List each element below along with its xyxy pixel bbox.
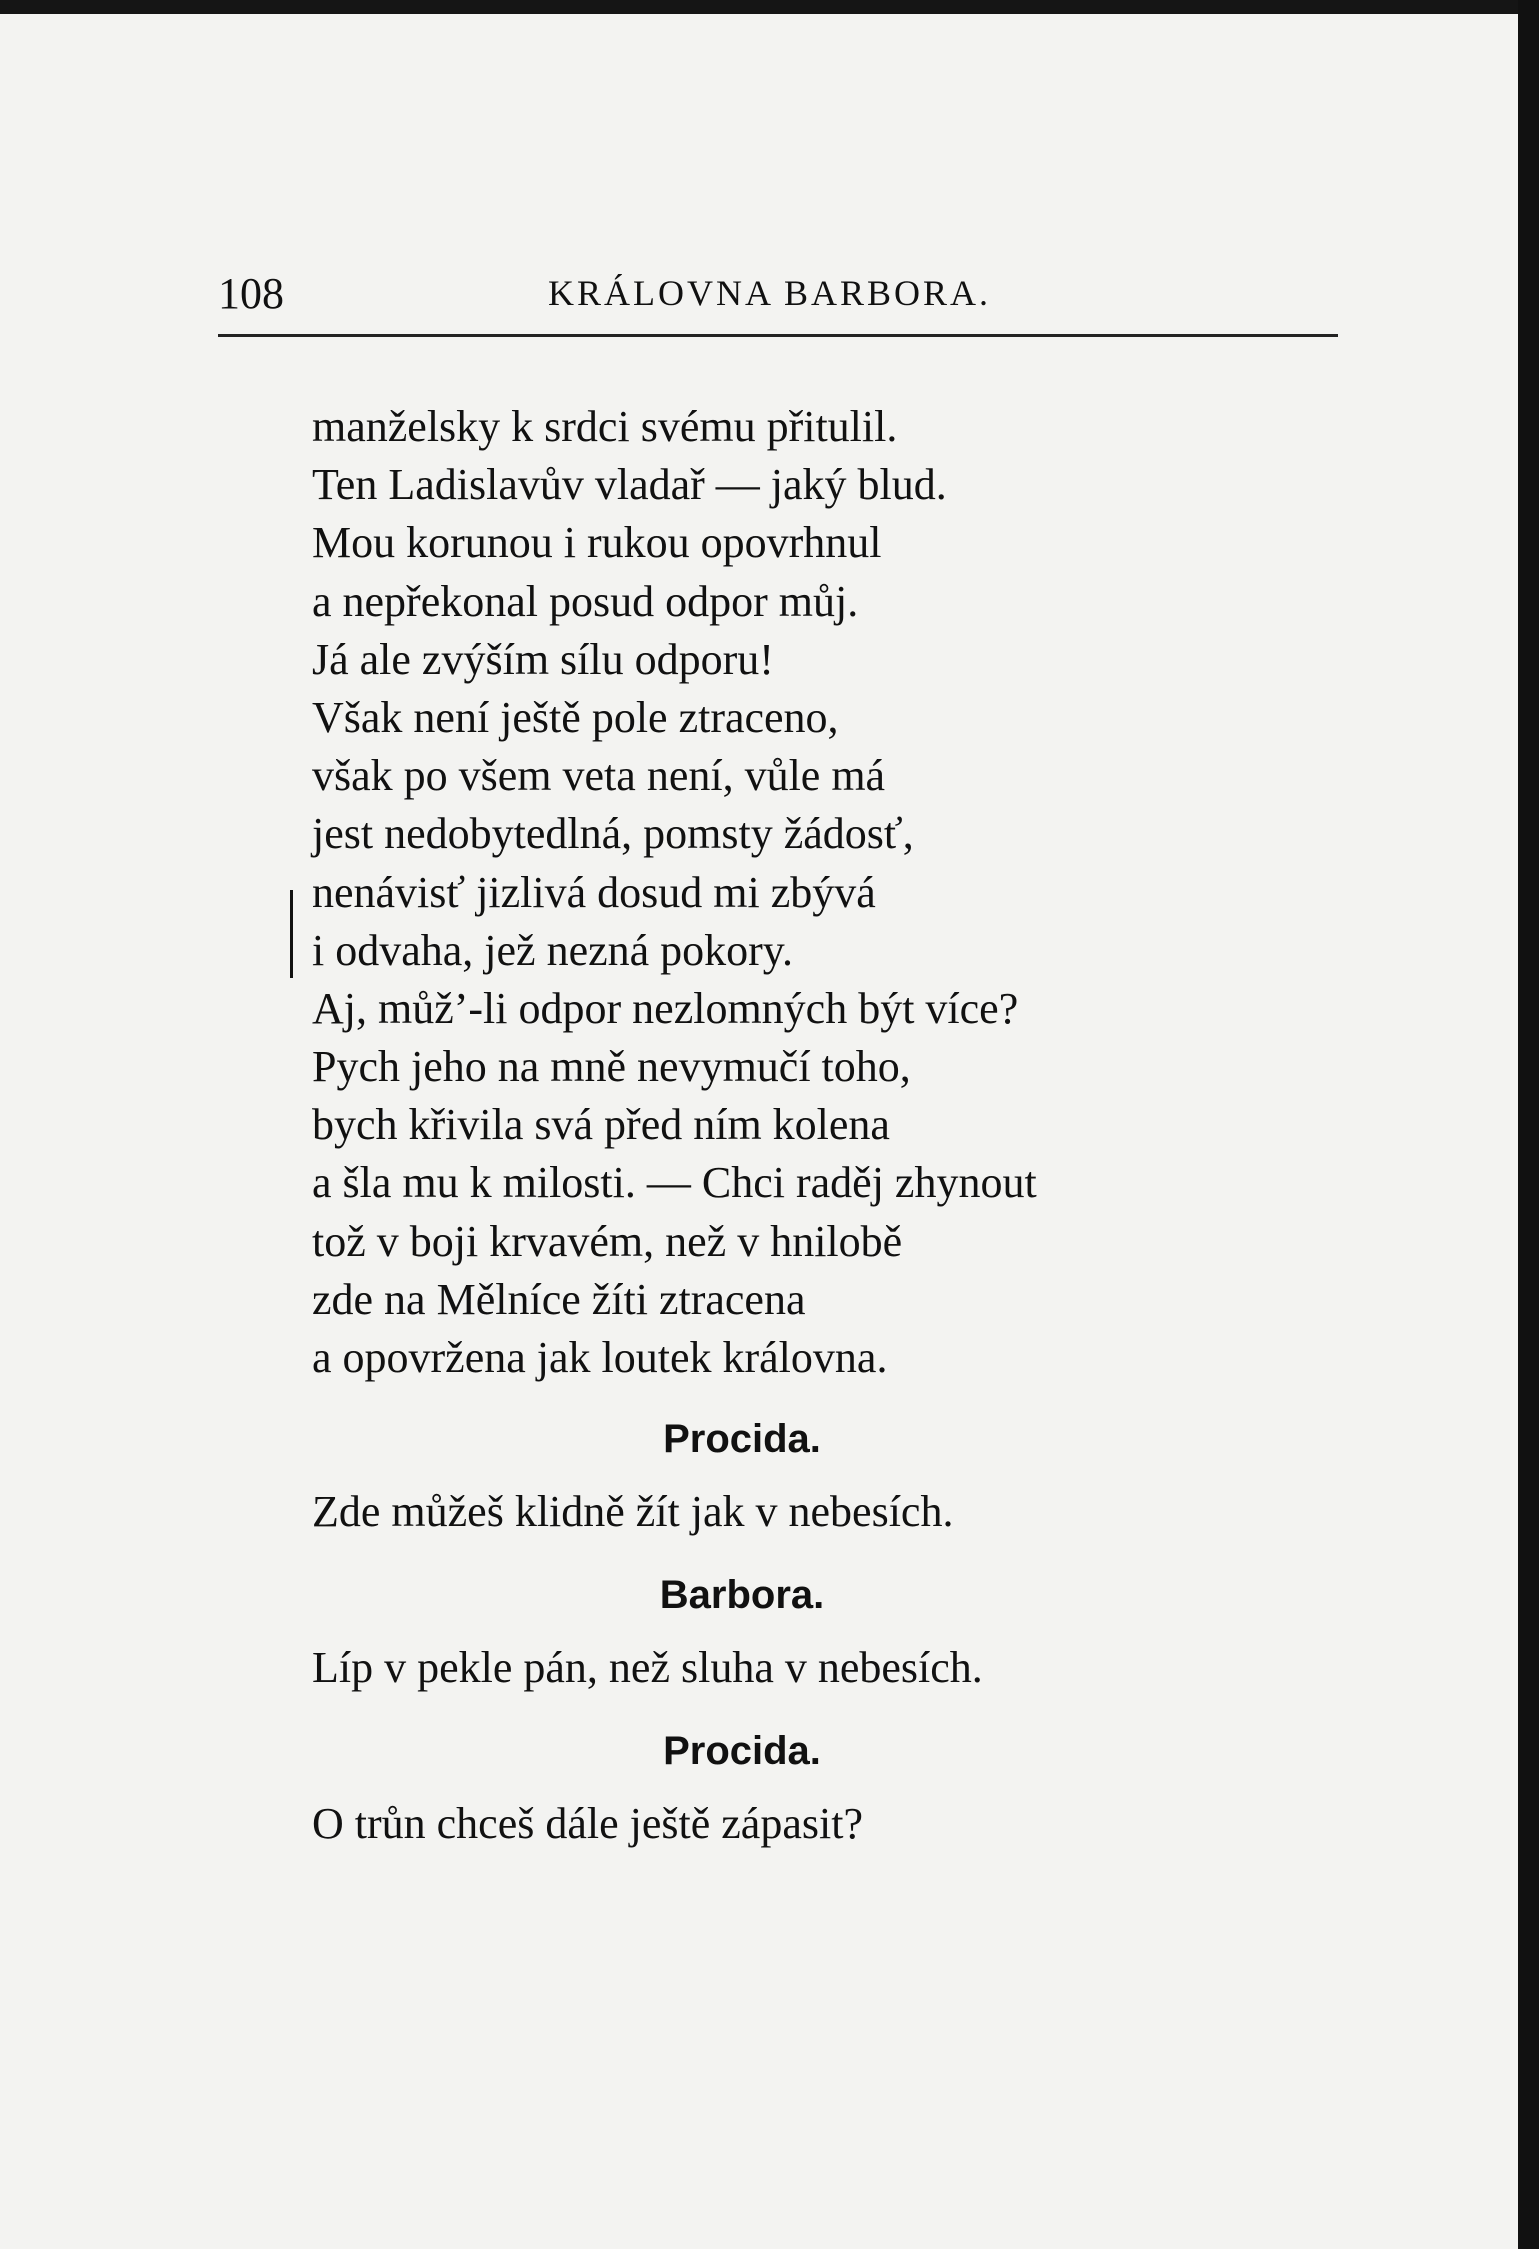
verse-line: jest nedobytedlná, pomsty žádosť, [312,809,914,859]
verse-line: Však není ještě pole ztraceno, [312,692,839,742]
scan-edge [1518,0,1539,2249]
header-rule [218,334,1338,337]
verse-line: Aj, můž’-li odpor nezlomných být více? [312,983,1019,1033]
verse-line: a opovržena jak loutek královna. [312,1333,888,1382]
verse-block [312,398,1312,1387]
speech-line: O trůn chceš dále ještě zápasit? [312,1799,863,1849]
speaker-name: Procida. [663,1417,821,1462]
margin-mark [290,890,293,978]
speaker-name: Barbora. [659,1573,825,1618]
verse-line: a šla mu k milosti. — Chci raděj zhynout [312,1158,1037,1208]
verse-line: Ten Ladislavův vladař — jaký blud. [312,460,947,510]
running-title: KRÁLOVNA BARBORA. [548,273,992,313]
verse-line: Mou korunou i rukou opovrhnul [312,518,882,568]
verse-line: tož v boji krvavém, než v hnilobě [312,1216,903,1266]
verse-line: manželsky k srdci svému přitulil. [312,402,898,451]
verse-line: bych křivila svá před ním kolena [312,1100,890,1150]
verse-line: nenávisť jizlivá dosud mi zbývá [312,867,876,917]
page-number: 108 [218,269,284,318]
verse-line: zde na Mělníce žíti ztracena [312,1274,806,1324]
verse-line: Já ale zvýším sílu odporu! [312,634,774,684]
speech-line: Zde můžeš klidně žít jak v nebesích. [312,1487,954,1537]
verse-line: i odvaha, jež nezná pokory. [312,925,793,975]
play-text [312,398,1312,1855]
page-header [218,250,1338,330]
speech-line: Líp v pekle pán, než sluha v nebesích. [312,1643,983,1693]
speaker-name: Procida. [663,1729,821,1774]
verse-line: však po všem veta není, vůle má [312,751,886,801]
verse-line: Pych jeho na mně nevymučí toho, [312,1042,911,1092]
verse-line: a nepřekonal posud odpor můj. [312,576,859,626]
